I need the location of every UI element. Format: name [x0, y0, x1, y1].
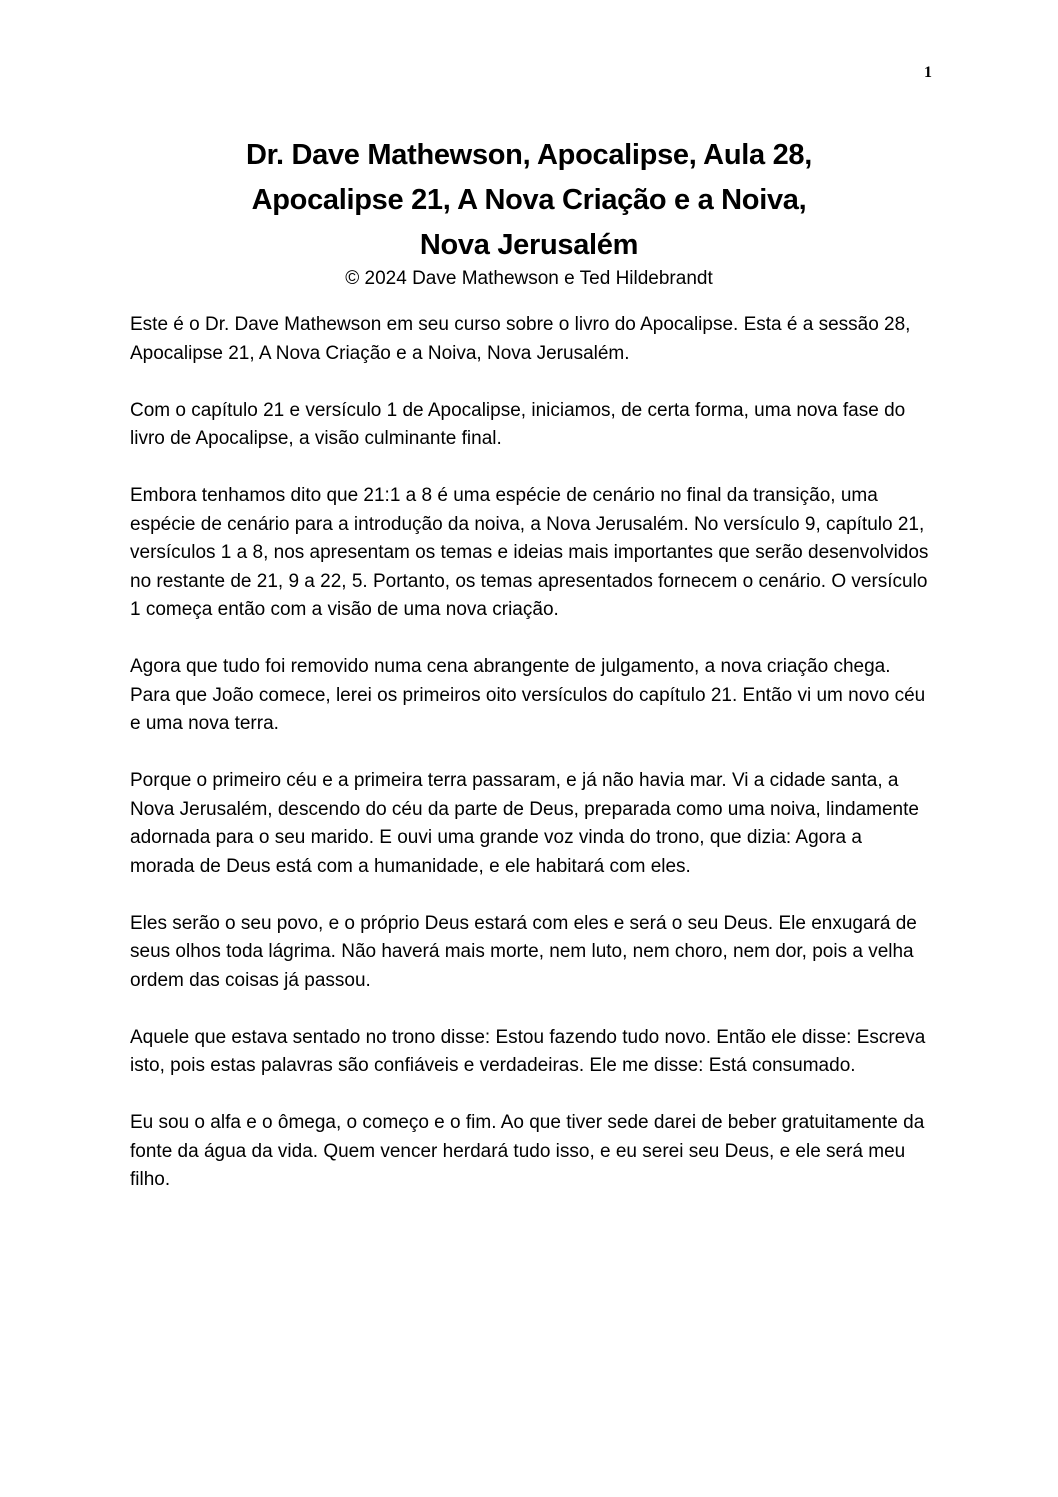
- paragraph: Eles serão o seu povo, e o próprio Deus estará com eles e será o seu Deus. Ele enxugará de seus olhos toda lágrima. Não haverá mais morte, nem luto, nem choro, nem dor, pois a velha ordem das coisas já passou.: [130, 912, 917, 991]
- paragraph: Eu sou o alfa e o ômega, o começo e o fim. Ao que tiver sede darei de beber gratuitamente da fonte da água da vida. Quem vencer herdará tudo isso, e eu serei seu Deus, e ele será meu filho.: [130, 1112, 925, 1190]
- page-number: 1: [924, 64, 932, 81]
- paragraph: Porque o primeiro céu e a primeira terra passaram, e já não havia mar. Vi a cidade santa, a Nova Jerusalém, descendo do céu da parte de Deus, preparada como uma noiva, lindamente adornada para o seu marido. E ouvi uma grande voz vinda do trono, que dizia: Agora a morada de Deus está com a humanidade, e ele habitará com eles.: [130, 770, 919, 877]
- document-title-line-1: Dr. Dave Mathewson, Apocalipse, Aula 28,: [245, 139, 813, 171]
- document-body: [130, 311, 930, 1223]
- paragraph: Agora que tudo foi removido numa cena abrangente de julgamento, a nova criação chega. Para que João comece, lerei os primeiros oito versículos do capítulo 21. Então vi um novo céu e uma nova terra.: [130, 656, 926, 734]
- copyright-notice: © 2024 Dave Mathewson e Ted Hildebrandt: [345, 268, 713, 289]
- document-header: [0, 133, 1058, 292]
- paragraph: Embora tenhamos dito que 21:1 a 8 é uma espécie de cenário no final da transição, uma espécie de cenário para a introdução da noiva, a Nova Jerusalém. No versículo 9, capítulo 21, versículos 1 a 8, nos apresentam os temas e ideias mais importantes que serão desenvolvidos no restante de 21, 9 a 22, 5. Portanto, os temas apresentados fornecem o cenário. O versículo 1 começa então com a visão de uma nova criação.: [130, 485, 929, 620]
- paragraph: Com o capítulo 21 e versículo 1 de Apocalipse, iniciamos, de certa forma, uma nova fase do livro de Apocalipse, a visão culminante final.: [130, 399, 906, 449]
- document-title-line-2: Apocalipse 21, A Nova Criação e a Noiva,: [251, 184, 807, 216]
- paragraph: Aquele que estava sentado no trono disse: Estou fazendo tudo novo. Então ele disse: Escreva isto, pois estas palavras são confiáveis e verdadeiras. Ele me disse: Está consumado.: [130, 1026, 926, 1076]
- paragraph: Este é o Dr. Dave Mathewson em seu curso sobre o livro do Apocalipse. Esta é a sessão 28, Apocalipse 21, A Nova Criação e a Noiva, Nova Jerusalém.: [130, 314, 911, 364]
- document-title-line-3: Nova Jerusalém: [419, 229, 639, 261]
